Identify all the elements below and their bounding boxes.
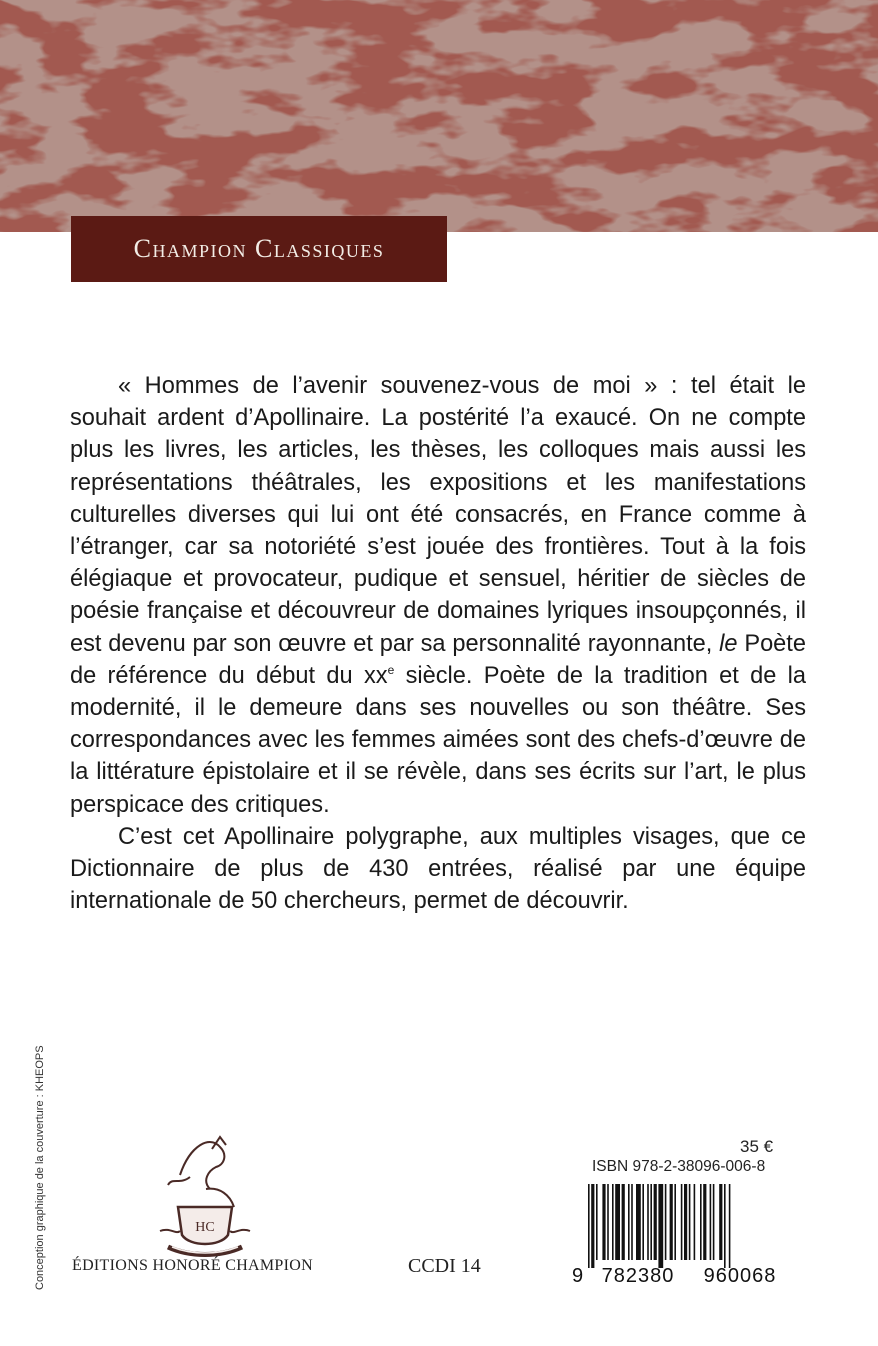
barcode-bar xyxy=(591,1184,594,1268)
barcode-bar xyxy=(596,1184,598,1260)
barcode-bar xyxy=(719,1184,722,1260)
barcode-bar xyxy=(658,1184,663,1268)
barcode-bar xyxy=(724,1184,726,1268)
series-band xyxy=(71,216,447,282)
barcode-bar xyxy=(612,1184,614,1260)
barcode-left-digits: 782380 xyxy=(601,1265,675,1284)
barcode-bar xyxy=(602,1184,605,1260)
barcode-bar xyxy=(670,1184,673,1260)
barcode-first-digit: 9 xyxy=(572,1265,584,1284)
blurb-paragraph-1: « Hommes de l’avenir souvenez-vous de moi » : tel était le souhait ardent d’Apollinaire. La postérité l’a exaucé. On ne compte plus les livres, les articles, les thèses, les colloques mais aussi les représentations théâtrales, les expositions et les manifestations culturelles diverses qui lui ont été consacrés, en France comme à l’étranger, car sa notoriété s’est jouée des frontières. Tout à la fois élégiaque et provocateur, pudique et sensuel, héritier de siècles de poésie française et découvreur de domaines lyriques insoupçonnés, il est devenu par son œuvre et par sa personnalité rayonnante, le Poète de référence du début du $xx^e$ siècle. Poète de la tradition et de la modernité, il le demeure dans ses nouvelles ou son théâtre. Ses correspondances avec les femmes aimées sont des chefs-d’œuvre de la littérature épistolaire et il se révèle, dans ses écrits sur l’art, le plus perspicace des critiques. xyxy=(70,373,807,818)
barcode-bar xyxy=(622,1184,625,1260)
barcode-bar xyxy=(628,1184,630,1260)
barcode-bar xyxy=(647,1184,649,1260)
barcode-bar xyxy=(700,1184,702,1260)
price-label: 35 € xyxy=(740,1137,774,1156)
barcode-bar xyxy=(713,1184,715,1260)
barcode-bar xyxy=(694,1184,696,1260)
barcode-bar xyxy=(654,1184,657,1260)
barcode-bar xyxy=(636,1184,641,1260)
barcode-bar xyxy=(615,1184,620,1260)
barcode-bar xyxy=(710,1184,712,1260)
emphasis-le: le xyxy=(719,630,738,657)
barcode-bar xyxy=(642,1184,644,1260)
barcode-bar xyxy=(689,1184,691,1260)
marbled-paper-banner xyxy=(0,0,878,232)
cover-design-credit: Conception graphique de la couverture : KHEOPS xyxy=(34,1045,46,1290)
barcode-bar xyxy=(703,1184,706,1260)
isbn-label: ISBN 978-2-38096-006-8 xyxy=(592,1158,766,1175)
barcode-bar xyxy=(729,1184,731,1268)
barcode-bar xyxy=(588,1184,590,1268)
series-code: CCDI 14 xyxy=(408,1255,481,1277)
barcode-bar xyxy=(684,1184,687,1260)
barcode-bar xyxy=(681,1184,683,1260)
series-title: Champion Classiques xyxy=(133,234,385,263)
publisher-name: ÉDITIONS HONORÉ CHAMPION xyxy=(72,1257,313,1274)
barcode-bar xyxy=(665,1184,667,1260)
barcode-right-digits: 960068 xyxy=(703,1265,777,1284)
barcode-bar xyxy=(631,1184,633,1260)
barcode-bar xyxy=(650,1184,652,1260)
horse-crest-logo-icon xyxy=(150,1115,260,1265)
logo-monogram: HC xyxy=(195,1220,215,1235)
barcode-bar xyxy=(607,1184,609,1260)
isbn-barcode xyxy=(568,1184,810,1284)
blurb-paragraph-2: C’est cet Apollinaire polygraphe, aux multiples visages, que ce Dictionnaire de plus de 430 entrées, réalisé par une équipe internationale de 50 chercheurs, permet de découvrir. xyxy=(70,823,806,915)
barcode-bar xyxy=(674,1184,676,1260)
back-cover-blurb xyxy=(70,370,806,917)
